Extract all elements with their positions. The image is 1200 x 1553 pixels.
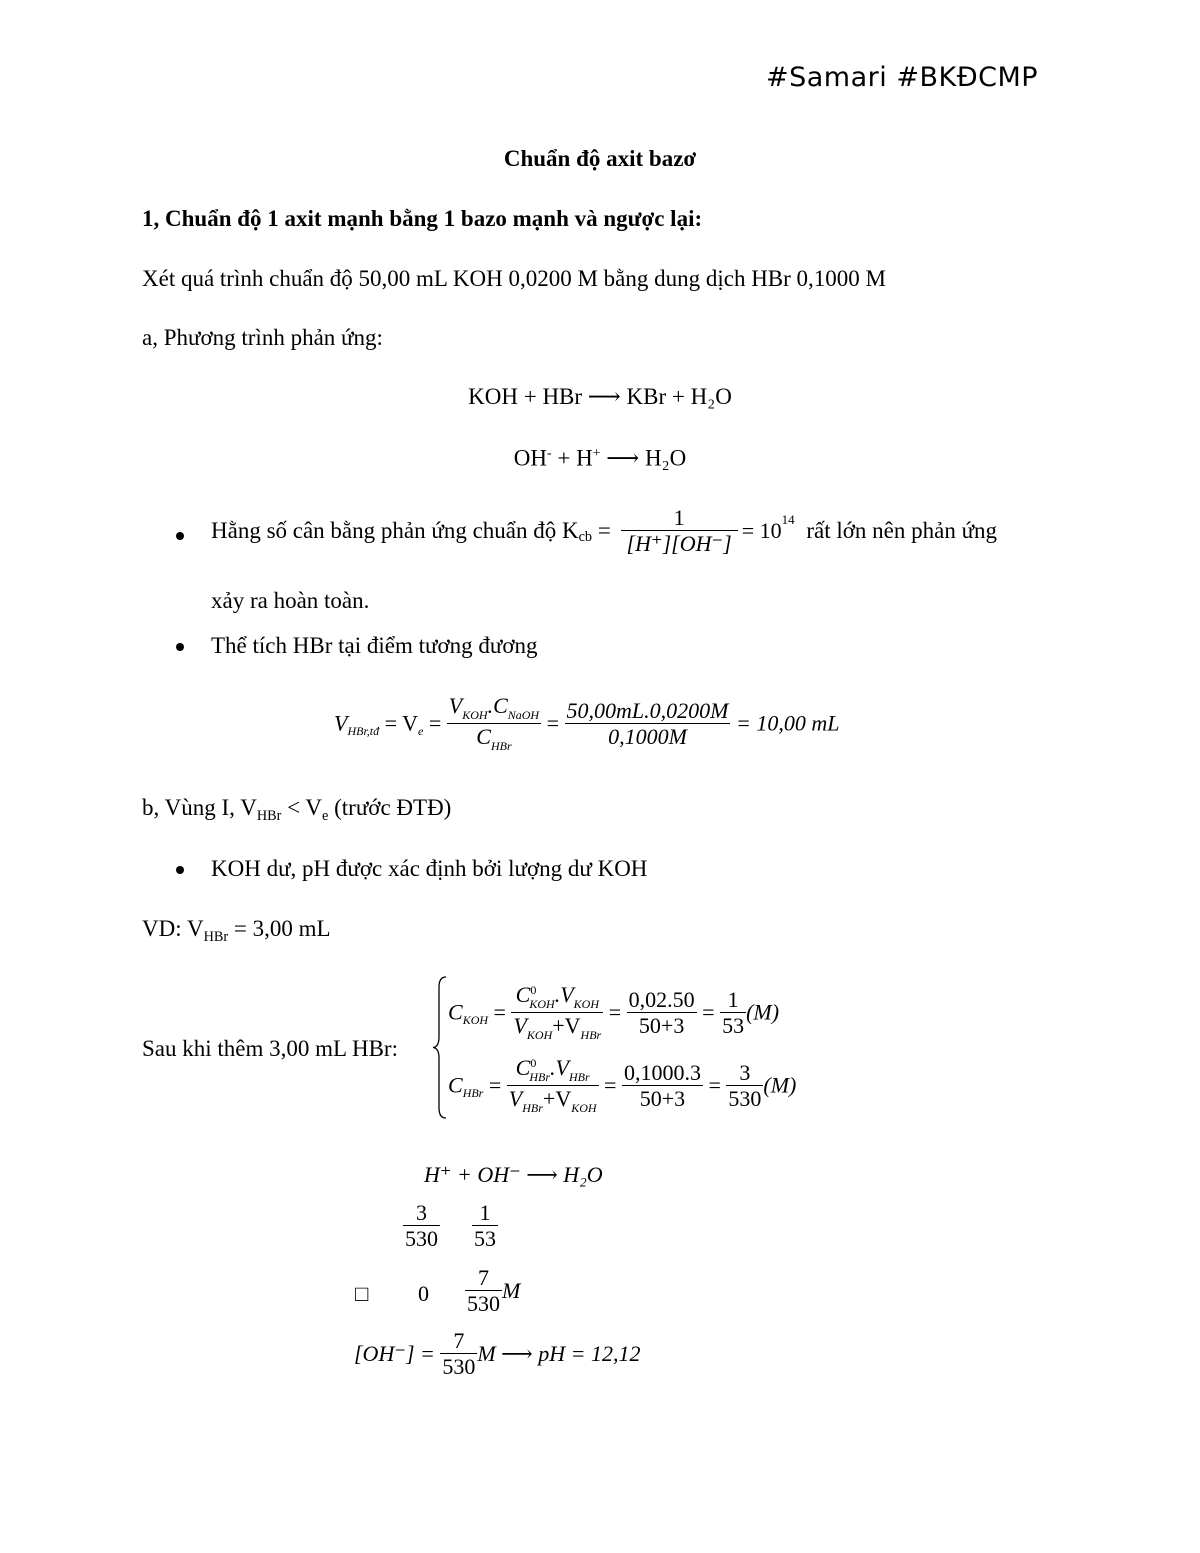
section-heading: 1, Chuẩn độ 1 axit mạnh bằng 1 bazo mạnh và ngược lại: — [142, 206, 703, 231]
h-ion: + H — [551, 445, 593, 471]
h-charge: + — [592, 445, 601, 460]
initial-oh-concentration: $\frac{1}{53}$ — [474, 1200, 496, 1252]
kcb-equals: = — [592, 517, 611, 543]
reaction-equation-ionic — [0, 445, 1200, 472]
kcb-conclusion: rất lớn nên phản ứng — [806, 517, 998, 543]
ve-subscript: e — [418, 723, 424, 738]
header-tag: #Samari #BKĐCMP — [766, 62, 1039, 93]
placeholder-box-icon: □ — [355, 1281, 369, 1306]
bullet-dot — [176, 532, 184, 540]
reaction-equation-molecular: KOH + HBr ⟶ KBr + H₂O — [468, 384, 732, 409]
part-a-label: a, Phương trình phản ứng: — [142, 325, 383, 350]
ve-result: = 10,00 mL — [735, 710, 840, 736]
final-h-concentration: 0 — [418, 1281, 429, 1306]
bullet-dot — [176, 643, 184, 651]
intro-paragraph: Xét quá trình chuẩn độ 50,00 mL KOH 0,0200 M bằng dung dịch HBr 0,1000 M — [142, 266, 887, 291]
kcb-fraction — [621, 505, 738, 557]
kcb-exponent: 14 — [781, 512, 795, 528]
concentration-koh-row: $C_{KOH}$ = $\frac{C^0_{KOH}.V_{KOH}}{V_{KOH}+V_{HBr}}$ = $\frac{0,02.50}{50+3}$ = $\frac{1}{53}$ (M) — [448, 982, 780, 1042]
ve-symbolic-fraction: $\frac{V_{KOH}.C_{NaOH}}{C_{HBr}}$ — [448, 693, 540, 753]
v-symbol: V — [334, 710, 348, 736]
bullet-kcb — [211, 505, 997, 557]
kcb-numerator: 1 — [621, 505, 738, 531]
part-b-label: b, Vùng I, $V_{HBr} < V_e$ (trước ĐTĐ) — [142, 795, 452, 824]
bullet-kcb-continued: xảy ra hoàn toàn. — [211, 588, 370, 613]
v-subscript: HBr,tđ — [347, 723, 380, 738]
after-addition-label: Sau khi thêm 3,00 mL HBr: — [142, 1036, 398, 1061]
kcb-text: Hằng số cân bằng phản ứng chuẩn độ K — [211, 517, 579, 543]
oh-ion: OH — [513, 445, 548, 471]
system-brace — [430, 975, 450, 1120]
kcb-denominator: [H⁺][OH⁻] — [626, 531, 732, 557]
example-line: VD: $V_{HBr} = 3,00$ mL — [142, 916, 331, 945]
initial-h-concentration: $\frac{3}{530}$ — [405, 1200, 438, 1252]
bullet-equivalence-volume: Thể tích HBr tại điểm tương đương — [211, 633, 538, 658]
kcb-subscript: cb — [578, 528, 593, 545]
ionic-product: ⟶ H₂O — [600, 445, 687, 471]
concentration-hbr-row: $C_{HBr}$ = $\frac{C^0_{HBr}.V_{HBr}}{V_{HBr}+V_{KOH}}$ = $\frac{0,1000.3}{50+3}$ = $\frac{3}{530}$ (M) — [448, 1055, 797, 1115]
equals-sign: = — [428, 710, 442, 736]
bullet-excess-koh: KOH dư, pH được xác định bởi lượng dư KOH — [211, 856, 648, 881]
oh-charge: - — [547, 445, 552, 460]
ve-symbol: = V — [384, 710, 419, 736]
equivalence-volume-formula — [334, 693, 839, 754]
equals-sign: = — [546, 710, 560, 736]
page-title: Chuẩn độ axit bazơ — [503, 146, 697, 171]
kcb-result: = 10 — [741, 517, 782, 543]
ph-result-line: [OH⁻] = $\frac{7}{530}$ M ⟶ pH = 12,12 — [354, 1328, 641, 1380]
final-oh-concentration: $\frac{7}{530}$ M — [467, 1265, 521, 1317]
ve-numeric-fraction: $\frac{50,00mL.0,0200M}{0,1000M}$ — [566, 697, 729, 749]
reaction-table-equation: H⁺ + OH⁻ ⟶ H₂O — [424, 1162, 603, 1187]
bullet-dot — [176, 866, 184, 874]
